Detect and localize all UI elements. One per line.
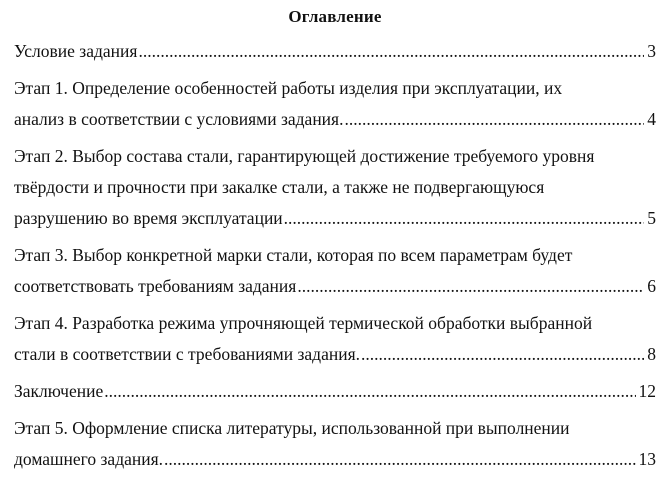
toc-entry-stage-1[interactable]: [14, 73, 656, 135]
dot-leader: [284, 203, 645, 234]
toc-entry-last-line: [14, 104, 656, 135]
toc-entry-last-line: [14, 444, 656, 475]
toc-entry-line: Этап 3. Выбор конкретной марки стали, которая по всем параметрам будет: [14, 245, 573, 265]
toc-page-number: 5: [647, 208, 656, 228]
toc-entry-last-line: [14, 203, 656, 234]
toc-entry-text: Заключение: [14, 381, 104, 401]
toc-page-number: 3: [647, 41, 656, 61]
toc-page-number: 13: [638, 449, 656, 469]
toc-entry-conclusion[interactable]: [14, 376, 656, 407]
toc-entry-line: Этап 5. Оформление списка литературы, использованной при выполнении: [14, 418, 570, 438]
toc-page-number: 4: [647, 109, 656, 129]
toc-entry-line: Этап 4. Разработка режима упрочняющей термической обработки выбранной: [14, 313, 593, 333]
toc-entry-line: Этап 1. Определение особенностей работы изделия при эксплуатации, их: [14, 78, 563, 98]
dot-leader: [104, 376, 635, 407]
toc-page-number: 8: [647, 344, 656, 364]
toc-entry-last-line: [14, 36, 656, 67]
toc-entry-text: стали в соответствии с требованиями задания.: [14, 344, 360, 364]
dot-leader: [138, 36, 644, 67]
toc-entry-stage-5[interactable]: [14, 413, 656, 475]
toc-page-number: 6: [647, 276, 656, 296]
dot-leader: [297, 271, 644, 302]
toc-entry-stage-2[interactable]: [14, 141, 656, 234]
toc-entry-stage-4[interactable]: [14, 308, 656, 370]
toc-page-number: 12: [638, 381, 656, 401]
dot-leader: [164, 444, 635, 475]
toc-entry-text: домашнего задания.: [14, 449, 164, 469]
toc-entry-last-line: [14, 339, 656, 370]
toc-entry-text: соответствовать требованиям задания: [14, 276, 297, 296]
toc-entry-text: Условие задания: [14, 41, 138, 61]
toc-entry-line: Этап 2. Выбор состава стали, гарантирующей достижение требуемого уровня: [14, 146, 595, 166]
toc-entry-line: твёрдости и прочности при закалке стали, а также не подвергающуюся: [14, 177, 545, 197]
toc-entry-last-line: [14, 376, 656, 407]
toc-entry-last-line: [14, 271, 656, 302]
toc-entry-text: анализ в соответствии с условиями задания.: [14, 109, 344, 129]
toc-entry-text: разрушению во время эксплуатации: [14, 208, 283, 228]
dot-leader: [361, 339, 644, 370]
dot-leader: [344, 104, 644, 135]
toc-title: Оглавление: [288, 7, 382, 26]
toc-entry-stage-3[interactable]: [14, 240, 656, 302]
toc-entry-conditions[interactable]: [14, 36, 656, 67]
